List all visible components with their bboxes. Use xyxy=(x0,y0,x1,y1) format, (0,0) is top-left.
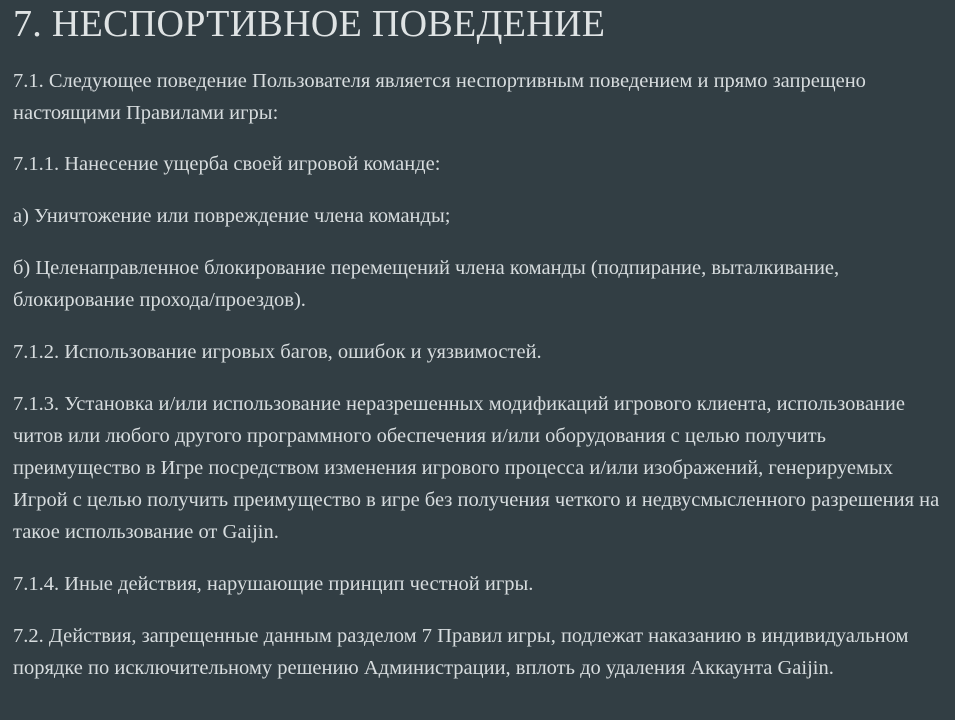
section-heading: 7. НЕСПОРТИВНОЕ ПОВЕДЕНИЕ xyxy=(13,3,606,45)
rule-7-1-1: 7.1.1. Нанесение ущерба своей игровой команде: xyxy=(13,153,441,175)
rule-7-1-4: 7.1.4. Иные действия, нарушающие принцип честной игры. xyxy=(13,573,534,595)
rule-7-2: 7.2. Действия, запрещенные данным разделом 7 Правил игры, подлежат наказанию в индивидуальном порядке по исключительному решению Администрации, вплоть до удаления Аккаунта Gaijin. xyxy=(13,625,909,679)
rule-7-1-1-b: б) Целенаправленное блокирование перемещений члена команды (подпирание, выталкивание, блокирование прохода/проездов). xyxy=(13,257,840,311)
rule-7-1-3: 7.1.3. Установка и/или использование неразрешенных модификаций игрового клиента, использование читов или любого другого программного обеспечения и/или оборудования с целью получить преимущество в Игре посредством изменения игрового процесса и/или изображений, генерируемых Игрой с целью получить преимущество в игре без получения четкого и недвусмысленного разрешения на такое использование от Gaijin. xyxy=(13,393,940,543)
rule-7-1-1-a: а) Уничтожение или повреждение члена команды; xyxy=(13,205,451,227)
rule-7-1-2: 7.1.2. Использование игровых багов, ошибок и уязвимостей. xyxy=(13,341,542,363)
rule-7-1: 7.1. Следующее поведение Пользователя является неспортивным поведением и прямо запрещено настоящими Правилами игры: xyxy=(13,70,866,124)
